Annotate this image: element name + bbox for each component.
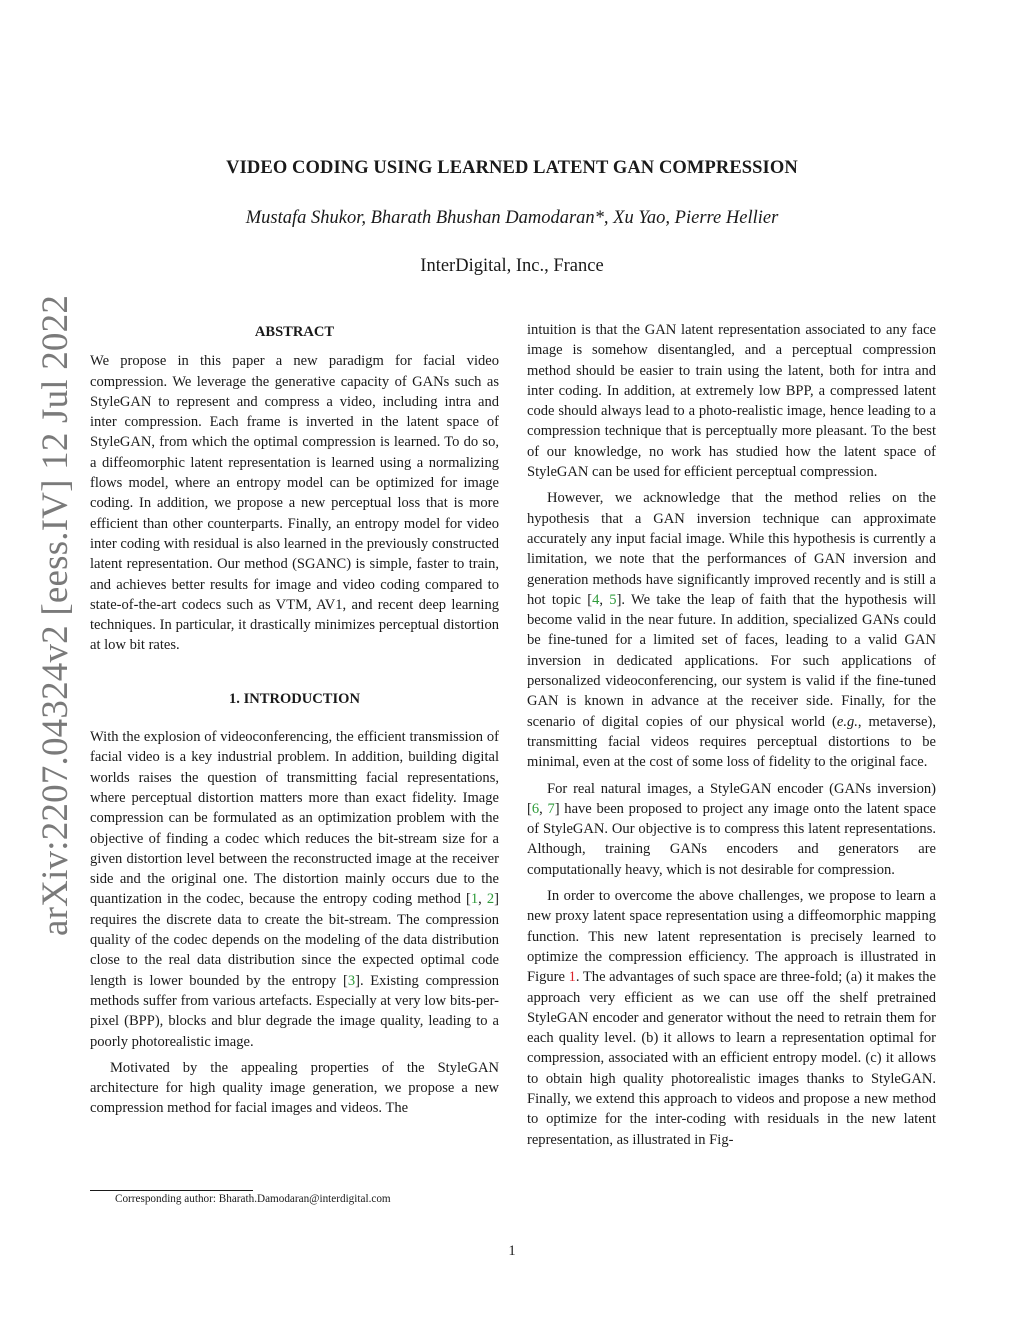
affiliation: InterDigital, Inc., France (420, 256, 604, 276)
figure-reference-link[interactable]: 1 (568, 969, 576, 986)
intro-text: In order to overcome the above challenges, we propose to learn a new proxy latent space representation using a diffeomorphic mapping function. This new latent representation is precisely learned to optimize the compression efficiency. The approach is illustrated in Figure (527, 888, 936, 986)
intro-text: ]. We take the leap of faith that the hypothesis will become valid in the near future. In addition, specialized GANs could be fine-tuned for a limited set of faces, leading to a valid GAN inversion in dedicated applications. For such applications of personalized videoconferencing, our system is valid if the fine-tuned GAN is known in advance at the receiver side. Finally, for the scenario of digital copies of our physical world ( (527, 591, 936, 730)
introduction-heading: 1. INTRODUCTION (229, 690, 360, 707)
left-column (90, 320, 499, 1119)
citation-link[interactable]: 1 (470, 891, 479, 908)
citation-link[interactable]: 4 (592, 591, 600, 608)
right-column (527, 320, 936, 1150)
page-number: 1 (508, 1243, 516, 1259)
citation-link[interactable]: 7 (547, 800, 555, 817)
abstract-heading: ABSTRACT (254, 324, 335, 340)
intro-paragraph-6 (527, 886, 936, 1150)
paper-title: VIDEO CODING USING LEARNED LATENT GAN COMPRESSION (226, 158, 798, 178)
citation-link[interactable]: 3 (347, 972, 356, 989)
intro-text: ] requires the discrete data to create the bit-stream. The compression quality of the codec depends on the modeling of the data distribution close to the real data distribution since the expected optimal code length is lower bounded by the entropy [ (90, 891, 499, 989)
intro-paragraph-4: However, we acknowledge that the method relies on the hypothesis that a GAN inversion technique can approximate accurately any input facial image. While this hypothesis is currently a limitation, we note that the performances of GAN inversion and generation methods have significantly improved recently and is still a hot topic [4, 5]. We take the leap of faith that the hypothesis will become valid in the near future. In addition, specialized GANs could be fine-tuned for a limited set of faces, leading to a valid GAN inversion in dedicated applications. For such applications of personalized videoconferencing, our system is valid if the fine-tuned GAN is known in advance at the receiver side. Finally, for the scenario of digital copies of our physical world (e.g., metaverse), transmitting facial videos requires perceptual distortions to be minimal, even at the cost of some loss of fidelity to the original face. (527, 490, 936, 771)
intro-text: , metaverse), transmitting facial videos requires perceptual distortions to be minimal, even at the cost of some loss of fidelity to the original face. (527, 713, 936, 771)
intro-paragraph-3: intuition is that the GAN latent representation associated to any face image is somehow disentangled, and a perceptual compression method should be easier to train using the latent, both for intra and inter coding. In addition, at extremely low BPP, a compressed latent code should always lead to a photo-realistic image, hence leading to a compression technique that is perceptually more pleasant. To the best of our knowledge, no work has studied how the latent space of StyleGAN can be used for efficient perceptual compression. (527, 322, 936, 481)
citation-link[interactable]: 6 (531, 800, 540, 817)
citation-link[interactable]: 5 (609, 591, 617, 608)
intro-text: However, we acknowledge that the method relies on the hypothesis that a GAN inversion technique can approximate accurately any input facial image. While this hypothesis is currently a limitation, we note that the performances of GAN inversion and generation methods have significantly improved recently and is still a hot topic [ (527, 490, 936, 608)
eg-abbreviation: e.g. (836, 713, 858, 730)
citation-link[interactable]: 2 (486, 891, 495, 908)
intro-paragraph-1: With the explosion of videoconferencing, the efficient transmission of facial video is a key industrial problem. In addition, building digital worlds raises the question of transmitting facial representations, where perceptual distortion matters more than exact fidelity. Image compression can be formulated as an optimization problem with the objective of finding a codec which reduces the bit-stream size for a given distortion level between the reconstructed image at the receiver side and the original one. The distortion mainly occurs due to the quantization in the codec, because the entropy coding method [1, 2] requires the discrete data to create the bit-stream. The compression quality of the codec depends on the modeling of the data distribution close to the real data distribution since the expected optimal code length is lower bounded by the entropy [3]. Existing compression methods suffer from various artefacts. Especially at very low bits-per-pixel (BPP), blocks and blur degrade the image quality, leading to a poorly photorealistic image. (90, 729, 500, 1050)
intro-text: . The advantages of such space are three-fold; (a) it makes the approach very efficient as we can use off the shelf pretrained StyleGAN encoder and generator without the need to retrain them for each quality level. (b) it allows to learn a representation optimal for compression, associated with an efficient entropy model. (c) it allows to obtain high quality photorealistic images thanks to StyleGAN. Finally, we extend this approach to videos and propose a new method to optimize for the inter-coding with residuals in the new latent representation, as illustrated in Fig- (527, 969, 936, 1148)
intro-paragraph-2: Motivated by the appealing properties of the StyleGAN architecture for high quality image generation, we propose a new compression method for facial images and videos. The (90, 1059, 499, 1117)
author-list: Mustafa Shukor, Bharath Bhushan Damodaran*, Xu Yao, Pierre Hellier (245, 208, 779, 228)
intro-paragraph-5: For real natural images, a StyleGAN encoder (GANs inversion) [6, 7] have been proposed to project any image onto the latent space of StyleGAN. Our objective is to compress this latent representations. Although, training GANs encoders and generators are computationally heavy, which is not desirable for compression. (527, 780, 936, 878)
footnote-divider (90, 1190, 253, 1191)
intro-text: With the explosion of videoconferencing, the efficient transmission of facial video is a key industrial problem. In addition, building digital worlds raises the question of transmitting facial representations, where perceptual distortion matters more than exact fidelity. Image compression can be formulated as an optimization problem with the objective of finding a codec which reduces the bit-stream size for a given distortion level between the reconstructed image at the receiver side and the original one. The distortion mainly occurs due to the quantization in the codec, because the entropy coding method [ (90, 729, 499, 908)
intro-text: For real natural images, a StyleGAN encoder (GANs inversion) [ (527, 780, 936, 817)
corresponding-author-footnote: Corresponding author: Bharath.Damodaran@interdigital.com (115, 1193, 391, 1205)
intro-text: ]. Existing compression methods suffer from various artefacts. Especially at very low bits-per-pixel (BPP), blocks and blur degrade the image quality, leading to a poorly photorealistic image. (90, 972, 500, 1050)
arxiv-identifier: arXiv:2207.04324v2 [eess.IV] 12 Jul 2022 (35, 294, 76, 936)
abstract-text: We propose in this paper a new paradigm for facial video compression. We leverage the generative capacity of GANs such as StyleGAN to represent and compress a video, including intra and inter compression. Each frame is inverted in the latent space of StyleGAN, from which the optimal compression is learned. To do so, a diffeomorphic latent representation is learned using a normalizing flows model, where an entropy model can be optimized for image coding. In addition, we propose a new perceptual loss that is more efficient than other counterparts. Finally, an entropy model for video inter coding with residual is also learned in the previously constructed latent representation. Our method (SGANC) is simple, faster to train, and achieves better results for image and video coding compared to state-of-the-art codecs such as VTM, AV1, and recent deep learning techniques. In particular, it drastically minimizes perceptual distortion at low bit rates. (90, 353, 499, 654)
intro-text: ] have been proposed to project any image onto the latent space of StyleGAN. Our objective is to compress this latent representations. Although, training GANs encoders and generators are computationally heavy, which is not desirable for compression. (527, 800, 936, 878)
